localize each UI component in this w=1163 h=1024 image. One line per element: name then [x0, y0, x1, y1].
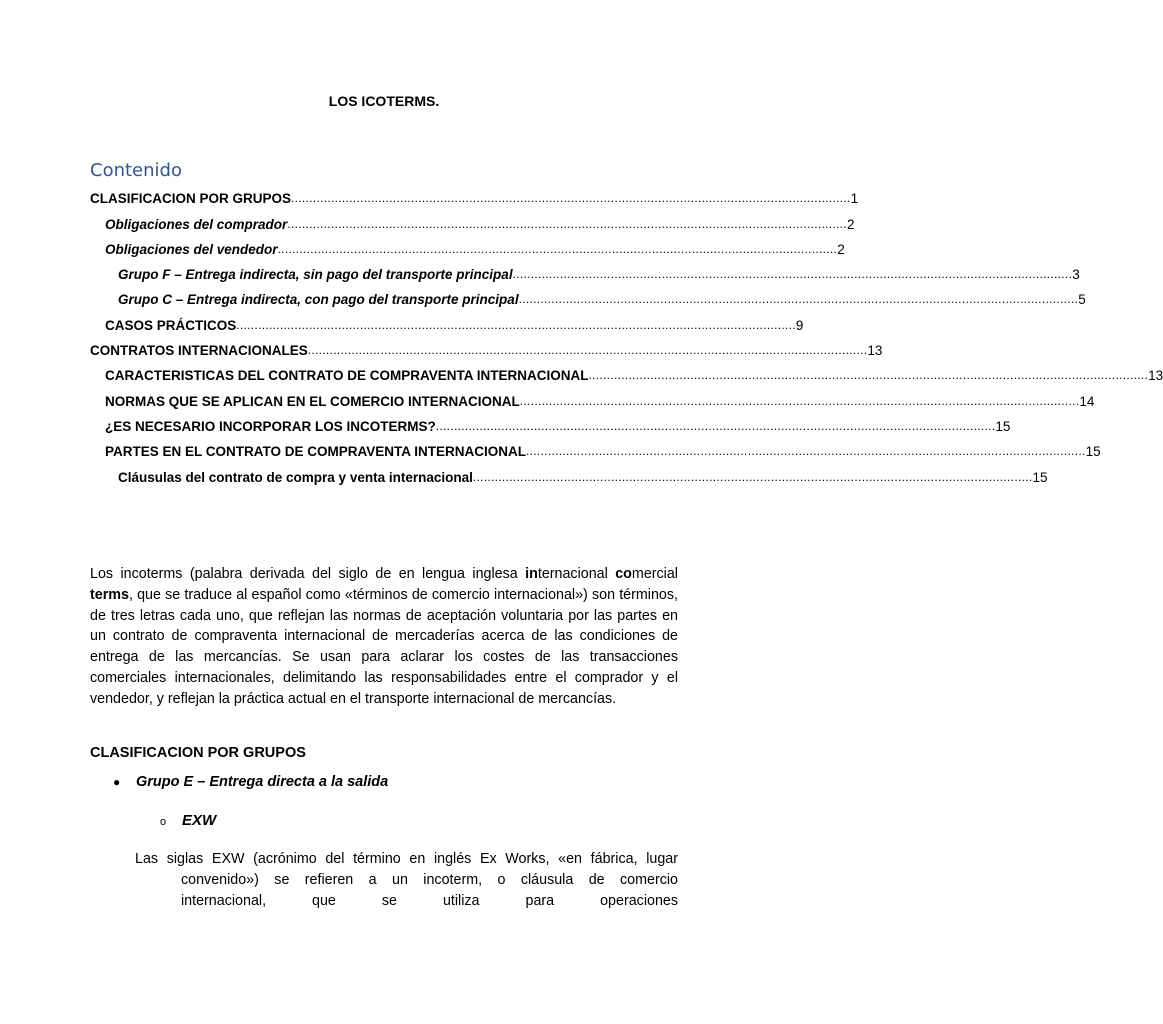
toc-entry-page: 13 [867, 343, 883, 359]
toc-entry[interactable] [90, 335, 883, 360]
toc-entry[interactable] [90, 385, 1095, 410]
exw-text-line: convenido») se refieren a un incoterm, o cláusula de comercio [181, 872, 678, 888]
toc-entry-page: 1 [850, 191, 859, 207]
exw-text-line: Las siglas EXW (acrónimo del término en inglés Ex Works, «en fábrica, lugar [135, 851, 678, 867]
toc-entry-text: CASOS PRÁCTICOS [105, 317, 237, 333]
toc-entry-text: PARTES EN EL CONTRATO DE COMPRAVENTA INTERNACIONAL [105, 444, 527, 460]
intro-text: , que se traduce al español como «términos de comercio internacional») son términos, de tres letras cada uno, que reflejan las normas de aceptación voluntaria por las partes en un contrato de compraventa internacional de mercaderías acerca de las condiciones de entrega de las mercancías. Se usan para aclarar los costes de las transacciones comerciales internacionales, delimitando las responsabilidades entre el comprador y el vendedor, y reflejan la práctica actual en el transporte internacional de mercancías. [90, 586, 678, 707]
toc-entry[interactable] [90, 360, 1163, 385]
bullet-dot-icon: ● [113, 775, 121, 789]
circle-bullet-icon: o [160, 816, 167, 828]
toc-entry-page: 5 [1078, 292, 1086, 308]
toc-entry[interactable] [90, 411, 1011, 436]
document-title: LOS ICOTERMS. [328, 93, 440, 109]
exw-paragraph [135, 849, 678, 912]
toc-entry-page: 15 [995, 418, 1011, 434]
sub-bullet-text: EXW [182, 812, 217, 829]
toc-entry-text: CLASIFICACION POR GRUPOS [90, 191, 292, 207]
toc-entry-page: 15 [1085, 444, 1101, 460]
section-heading: CLASIFICACION POR GRUPOS [90, 745, 306, 761]
toc-leader-dots: .......................................................................................................................................................... [291, 191, 851, 206]
intro-bold-text: co [615, 566, 632, 582]
toc-entry-text: CONTRATOS INTERNACIONALES [90, 343, 308, 359]
toc-entry-text: Obligaciones del comprador [105, 216, 288, 232]
intro-text: ternacional [537, 566, 616, 582]
table-of-contents [90, 183, 1163, 487]
intro-paragraph [90, 564, 678, 710]
toc-entry-text: Grupo F – Entrega indirecta, sin pago del transporte principal [118, 267, 513, 283]
toc-entry[interactable] [90, 461, 1048, 486]
toc-leader-dots: .......................................................................................................................................................... [519, 393, 1080, 408]
toc-entry-text: Obligaciones del vendedor [105, 241, 278, 257]
toc-entry-page: 2 [837, 241, 845, 257]
toc-entry-text: Grupo C – Entrega indirecta, con pago del transporte principal [118, 292, 519, 308]
toc-entry-text: NORMAS QUE SE APLICAN EN EL COMERCIO INTERNACIONAL [105, 393, 520, 409]
toc-entry-page: 3 [1072, 267, 1080, 283]
toc-entry[interactable] [90, 183, 859, 208]
toc-leader-dots: .......................................................................................................................................................... [588, 368, 1149, 383]
toc-entry[interactable] [90, 208, 855, 233]
toc-entry[interactable] [90, 436, 1101, 461]
intro-text: mercial [631, 566, 678, 582]
toc-entry[interactable] [90, 284, 1086, 309]
toc-leader-dots: .......................................................................................................................................................... [526, 444, 1086, 459]
intro-bold-text: terms [90, 586, 129, 603]
intro-bold-text: in [525, 566, 538, 582]
toc-entry-page: 14 [1079, 393, 1095, 409]
toc-leader-dots: .......................................................................................................................................................... [472, 469, 1033, 484]
toc-leader-dots: .......................................................................................................................................................... [307, 343, 868, 358]
sub-bullet-item [160, 812, 216, 829]
toc-leader-dots: .......................................................................................................................................................... [518, 292, 1079, 307]
toc-entry-text: Cláusulas del contrato de compra y venta internacional [118, 469, 473, 485]
toc-entry[interactable] [90, 309, 804, 334]
toc-entry-page: 15 [1032, 469, 1048, 485]
exw-text-line: internacional, que se utiliza para operaciones [181, 893, 678, 909]
toc-entry[interactable] [90, 259, 1080, 284]
toc-entry-text: CARACTERISTICAS DEL CONTRATO DE COMPRAVENTA INTERNACIONAL [105, 368, 589, 384]
toc-leader-dots: .......................................................................................................................................................... [287, 216, 847, 231]
toc-entry[interactable] [90, 234, 845, 259]
toc-entry-page: 2 [846, 216, 855, 232]
toc-leader-dots: .......................................................................................................................................................... [435, 418, 996, 433]
intro-text: Los incoterms (palabra derivada del siglo de en lengua inglesa [90, 566, 526, 582]
bullet-text: Grupo E – Entrega directa a la salida [136, 774, 389, 790]
toc-entry-text: ¿ES NECESARIO INCORPORAR LOS INCOTERMS? [105, 418, 436, 434]
toc-leader-dots: .......................................................................................................................................................... [236, 317, 796, 332]
toc-entry-page: 13 [1148, 368, 1163, 384]
toc-heading: Contenido [90, 160, 182, 181]
toc-entry-page: 9 [795, 317, 804, 333]
bullet-item [113, 774, 388, 790]
toc-leader-dots: .......................................................................................................................................................... [512, 267, 1073, 282]
toc-leader-dots: .......................................................................................................................................................... [277, 241, 838, 256]
